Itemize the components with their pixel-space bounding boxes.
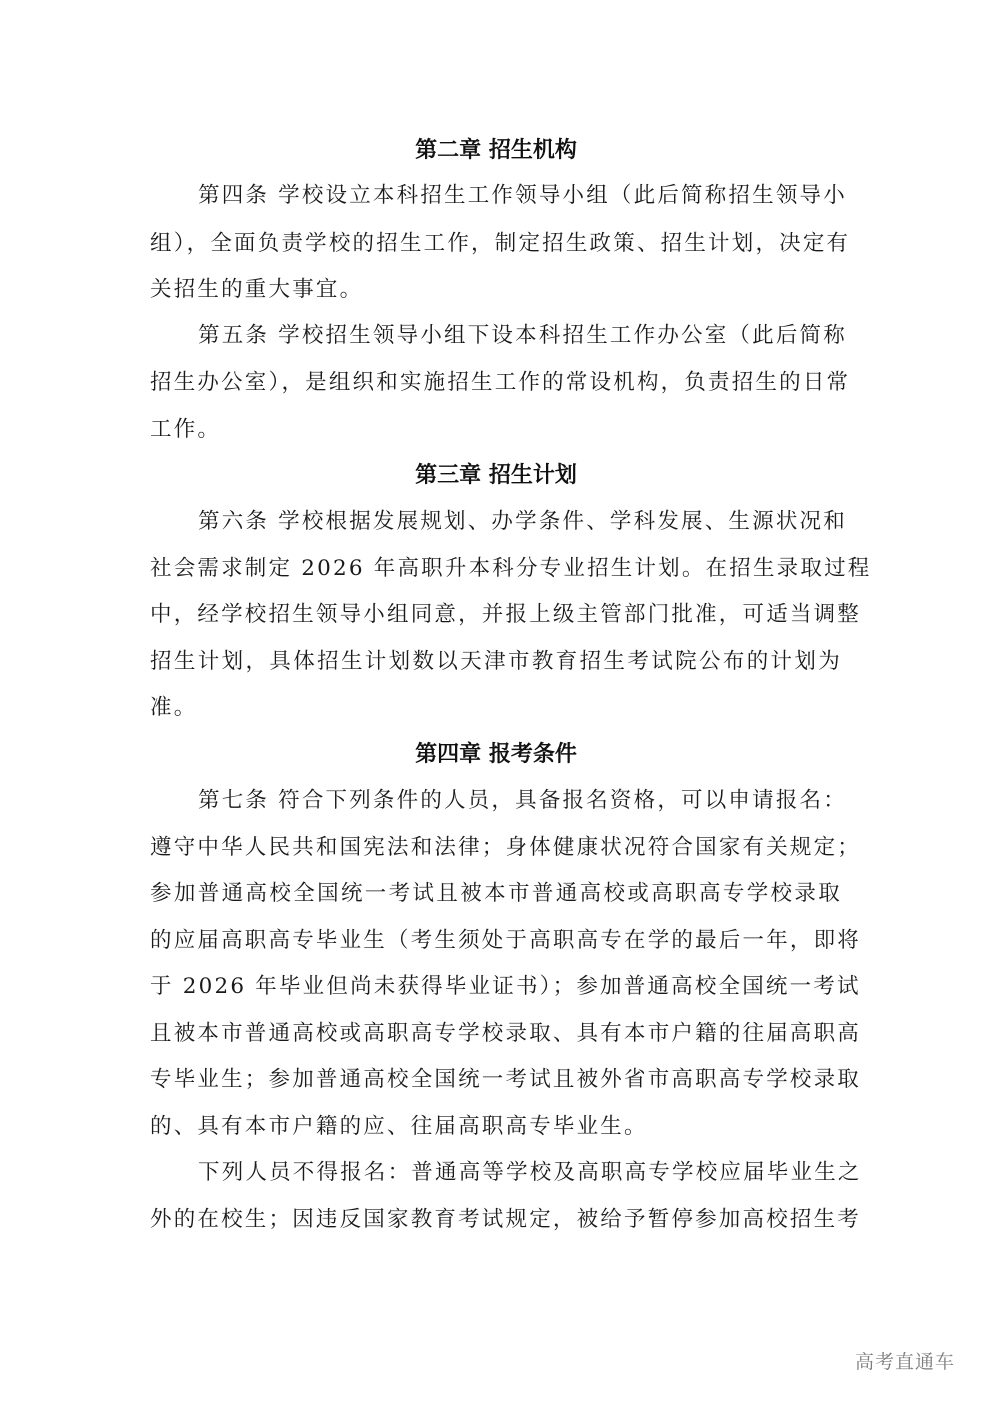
article-7-line-3: 参加普通高校全国统一考试且被本市普通高校或高职高专学校录取 [150,881,842,906]
chapter-heading-4: 第四章 报考条件 [415,742,577,767]
article-5-line-2: 招生办公室），是组织和实施招生工作的常设机构，负责招生的日常 [150,370,851,395]
article-7-line-5: 于 2026 年毕业但尚未获得毕业证书）；参加普通高校全国统一考试 [150,974,861,999]
article-5-line-3: 工作。 [150,417,222,442]
article-7-line-7: 专毕业生；参加普通高校全国统一考试且被外省市高职高专学校录取 [150,1067,862,1092]
article-6-line-1: 第六条 学校根据发展规划、办学条件、学科发展、生源状况和 [198,509,847,534]
exclusion-line-1: 下列人员不得报名：普通高等学校及高职高专学校应届毕业生之 [198,1160,862,1185]
article-7-line-1: 第七条 符合下列条件的人员，具备报名资格，可以申请报名： [198,788,847,813]
article-6-line-2: 社会需求制定 2026 年高职升本科分专业招生计划。在招生录取过程 [150,556,872,581]
article-4-line-3: 关招生的重大事宜。 [150,277,364,302]
article-7-line-2: 遵守中华人民共和国宪法和法律；身体健康状况符合国家有关规定； [150,835,862,860]
chapter-heading-2: 第二章 招生机构 [415,138,577,163]
watermark-text: 高考直通车 [855,1351,956,1373]
chapter-heading-3: 第三章 招生计划 [415,463,577,488]
article-6-line-4: 招生计划，具体招生计划数以天津市教育招生考试院公布的计划为 [150,649,842,674]
exclusion-line-2: 外的在校生；因违反国家教育考试规定，被给予暂停参加高校招生考 [150,1207,862,1232]
article-4-line-1: 第四条 学校设立本科招生工作领导小组（此后简称招生领导小 [198,183,847,208]
article-7-line-4: 的应届高职高专毕业生（考生须处于高职高专在学的最后一年，即将 [150,928,862,953]
article-6-line-5: 准。 [150,695,198,720]
article-7-line-8: 的、具有本市户籍的应、往届高职高专毕业生。 [150,1114,648,1139]
article-4-line-2: 组），全面负责学校的招生工作，制定招生政策、招生计划，决定有 [150,231,851,256]
article-6-line-3: 中，经学校招生领导小组同意，并报上级主管部门批准，可适当调整 [150,602,862,627]
article-7-line-6: 且被本市普通高校或高职高专学校录取、具有本市户籍的往届高职高 [150,1021,862,1046]
article-5-line-1: 第五条 学校招生领导小组下设本科招生工作办公室（此后简称 [198,323,847,348]
